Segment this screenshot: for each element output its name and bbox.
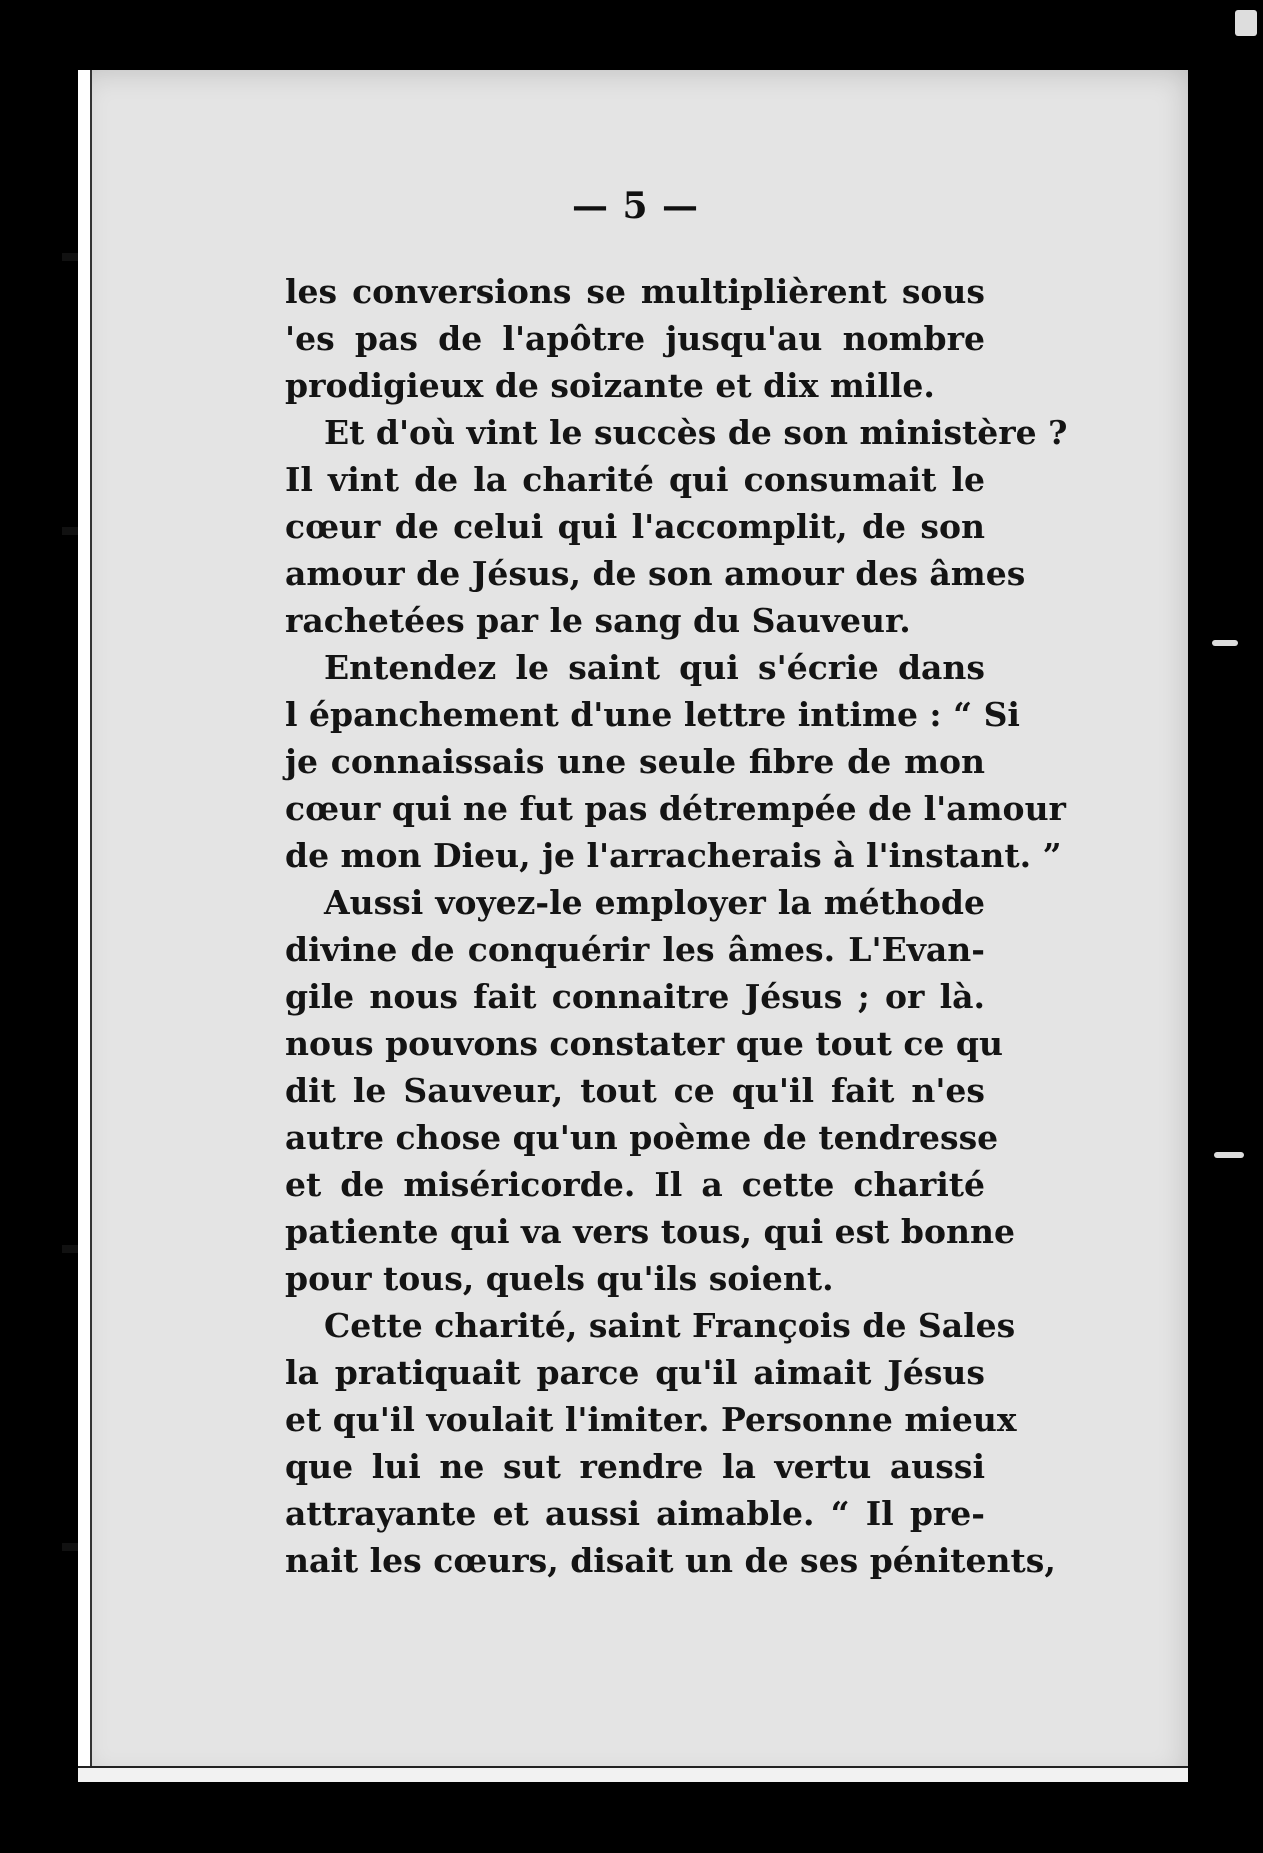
page-left-edge bbox=[78, 70, 92, 1782]
text-line: divine de conquérir les âmes. L'Evan- bbox=[285, 930, 985, 969]
text-line: Cette charité, saint François de Sales bbox=[324, 1306, 1016, 1345]
text-line: cœur de celui qui l'accomplit, de son bbox=[285, 507, 985, 546]
text-line: pour tous, quels qu'ils soient. bbox=[285, 1259, 834, 1298]
scan-mark bbox=[1214, 1152, 1244, 1158]
text-line: dit le Sauveur, tout ce qu'il fait n'es bbox=[285, 1071, 985, 1110]
text-line: amour de Jésus, de son amour des âmes bbox=[285, 554, 1026, 593]
page-bottom-edge bbox=[78, 1766, 1188, 1782]
text-line: nait les cœurs, disait un de ses pénitents, bbox=[285, 1541, 1056, 1580]
text-line: et qu'il voulait l'imiter. Personne mieux bbox=[285, 1400, 1017, 1439]
text-line: rachetées par le sang du Sauveur. bbox=[285, 601, 911, 640]
text-line: gile nous fait connaitre Jésus ; or là. bbox=[285, 977, 985, 1016]
text-line: l épanchement d'une lettre intime : “ Si bbox=[285, 695, 1020, 734]
text-line: attrayante et aussi aimable. “ Il pre- bbox=[285, 1494, 985, 1533]
text-line: cœur qui ne fut pas détrempée de l'amour bbox=[285, 789, 1066, 828]
text-line: Aussi voyez-le employer la méthode bbox=[324, 883, 985, 922]
text-line: que lui ne sut rendre la vertu aussi bbox=[285, 1447, 985, 1486]
text-line: 'es pas de l'apôtre jusqu'au nombre bbox=[285, 319, 985, 358]
text-line: de mon Dieu, je l'arracherais à l'instant. ” bbox=[285, 836, 1062, 875]
scan-mark bbox=[1212, 640, 1238, 646]
text-line: Il vint de la charité qui consumait le bbox=[285, 460, 985, 499]
text-line: et de miséricorde. Il a cette charité bbox=[285, 1165, 985, 1204]
text-line: patiente qui va vers tous, qui est bonne bbox=[285, 1212, 1015, 1251]
scan-mark bbox=[1235, 10, 1257, 36]
text-line: les conversions se multiplièrent sous bbox=[285, 272, 985, 311]
page-number: — 5 — bbox=[571, 185, 700, 227]
text-line: la pratiquait parce qu'il aimait Jésus bbox=[285, 1353, 985, 1392]
text-line: nous pouvons constater que tout ce qu bbox=[285, 1024, 1003, 1063]
text-line: Et d'où vint le succès de son ministère ? bbox=[324, 413, 1068, 452]
text-line: autre chose qu'un poème de tendresse bbox=[285, 1118, 999, 1157]
text-line: Entendez le saint qui s'écrie dans bbox=[324, 648, 985, 687]
body-text bbox=[285, 268, 1068, 1584]
text-line: je connaissais une seule fibre de mon bbox=[285, 742, 985, 781]
text-line: prodigieux de soizante et dix mille. bbox=[285, 366, 935, 405]
